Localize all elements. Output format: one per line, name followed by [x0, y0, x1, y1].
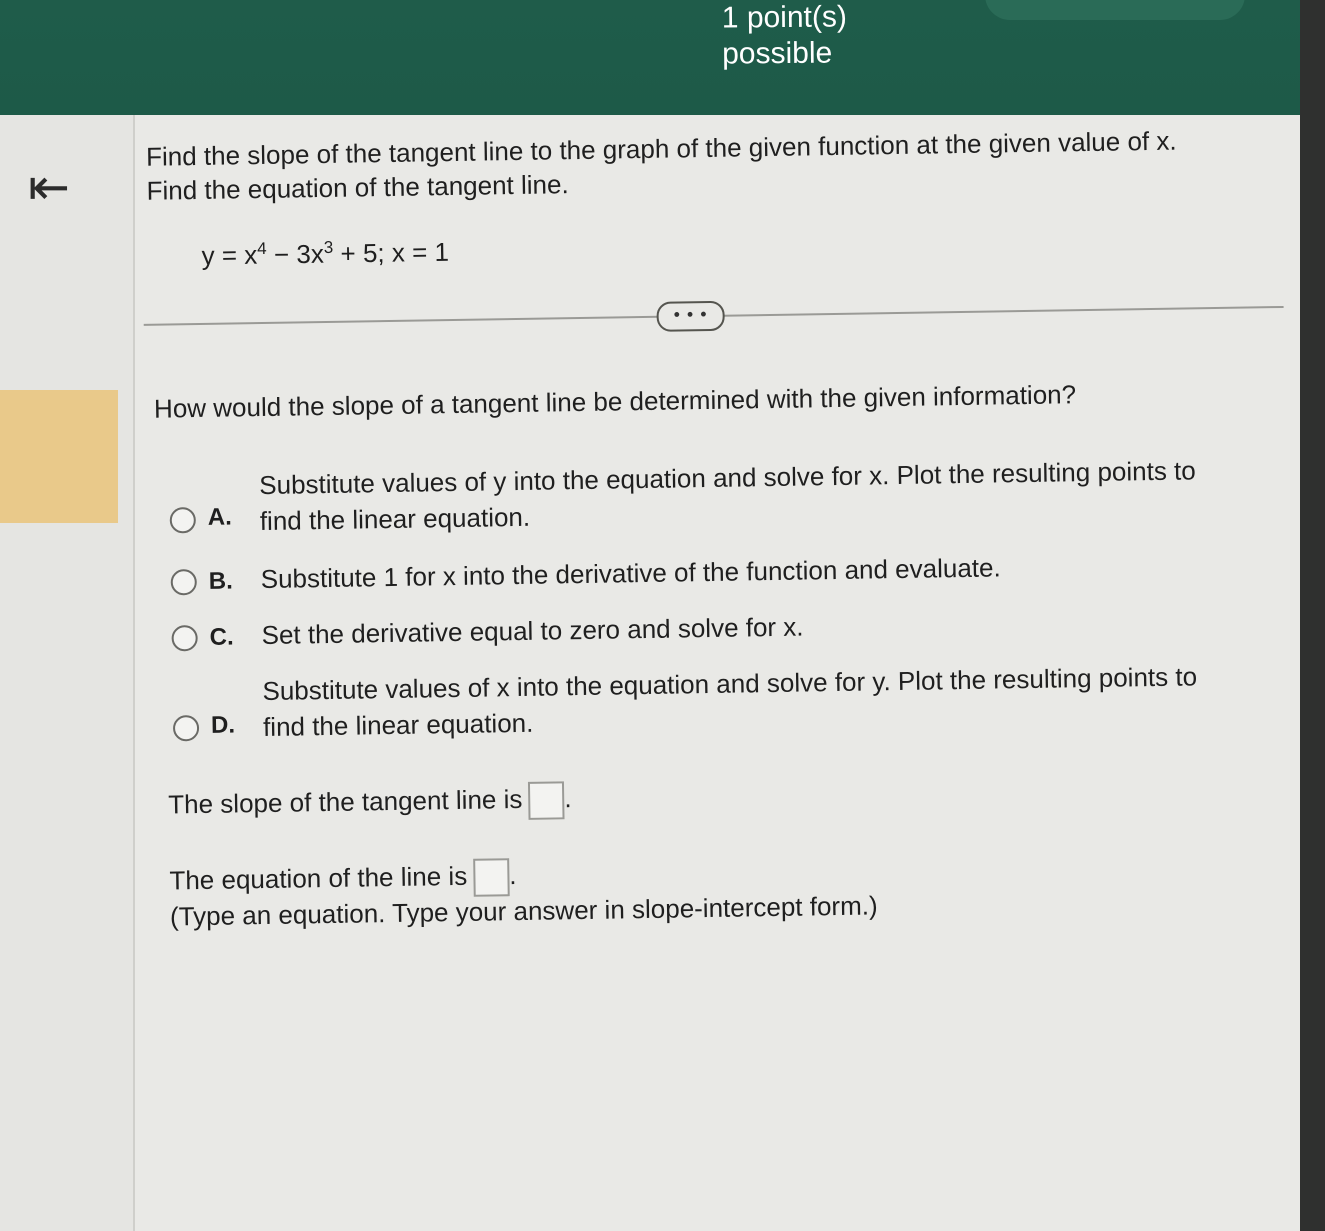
equation-period: .	[508, 860, 517, 891]
option-c-text: Set the derivative equal to zero and solve for x.	[261, 611, 804, 651]
slope-answer-input[interactable]	[528, 781, 565, 820]
option-d-text-line-2: find the linear equation.	[262, 707, 534, 743]
option-c[interactable]	[171, 602, 1271, 653]
option-d-text-line-1: Substitute values of x into the equation and solve for y. Plot the resulting points to	[262, 661, 1198, 707]
points-possible	[722, 0, 848, 73]
option-c-radio[interactable]	[171, 625, 197, 651]
option-d-letter: D.	[210, 711, 236, 739]
option-b-text: Substitute 1 for x into the derivative of the function and evaluate.	[260, 552, 1001, 595]
equation-part-3: + 5; x = 1	[333, 236, 450, 269]
left-rail	[0, 115, 135, 1231]
option-a-radio[interactable]	[170, 507, 196, 533]
function-equation	[201, 229, 449, 273]
answer-format-hint: (Type an equation. Type your answer in slope-intercept form.)	[169, 890, 878, 932]
left-highlight	[0, 390, 118, 523]
option-a-letter: A.	[207, 503, 232, 531]
equation-part-2: − 3x	[266, 238, 325, 270]
option-b[interactable]	[170, 546, 1270, 597]
more-options-button[interactable]: • • •	[656, 301, 724, 332]
slope-period: .	[564, 783, 572, 814]
instruction-line-2: Find the equation of the tangent line.	[146, 169, 569, 206]
option-b-letter: B.	[208, 567, 233, 595]
equation-answer-input[interactable]	[473, 858, 510, 897]
question-panel	[133, 88, 1300, 1231]
points-count: 1 point(s)	[721, 0, 848, 35]
option-a[interactable]	[169, 452, 1270, 539]
equation-exponent-1: 4	[257, 238, 267, 259]
option-d[interactable]	[172, 658, 1273, 745]
slope-answer-row	[168, 781, 572, 825]
option-a-text-line-1: Substitute values of y into the equation and solve for x. Plot the resulting points to	[259, 455, 1196, 501]
equation-label: The equation of the line is	[169, 860, 468, 896]
option-b-radio[interactable]	[171, 569, 197, 595]
question-prompt: How would the slope of a tangent line be determined with the given information?	[153, 379, 1077, 424]
instruction-line-1: Find the slope of the tangent line to the graph of the given function at the given value of x.	[145, 125, 1177, 172]
option-d-radio[interactable]	[173, 715, 199, 741]
header-pill	[985, 0, 1245, 20]
points-label: possible	[722, 36, 833, 71]
option-c-letter: C.	[209, 623, 234, 651]
equation-part-1: y = x	[201, 239, 258, 271]
slope-label: The slope of the tangent line is	[168, 783, 523, 820]
equation-exponent-2: 3	[323, 237, 334, 258]
back-to-start-icon[interactable]: ⇤	[28, 159, 70, 215]
option-a-text-line-2: find the linear equation.	[259, 501, 531, 537]
